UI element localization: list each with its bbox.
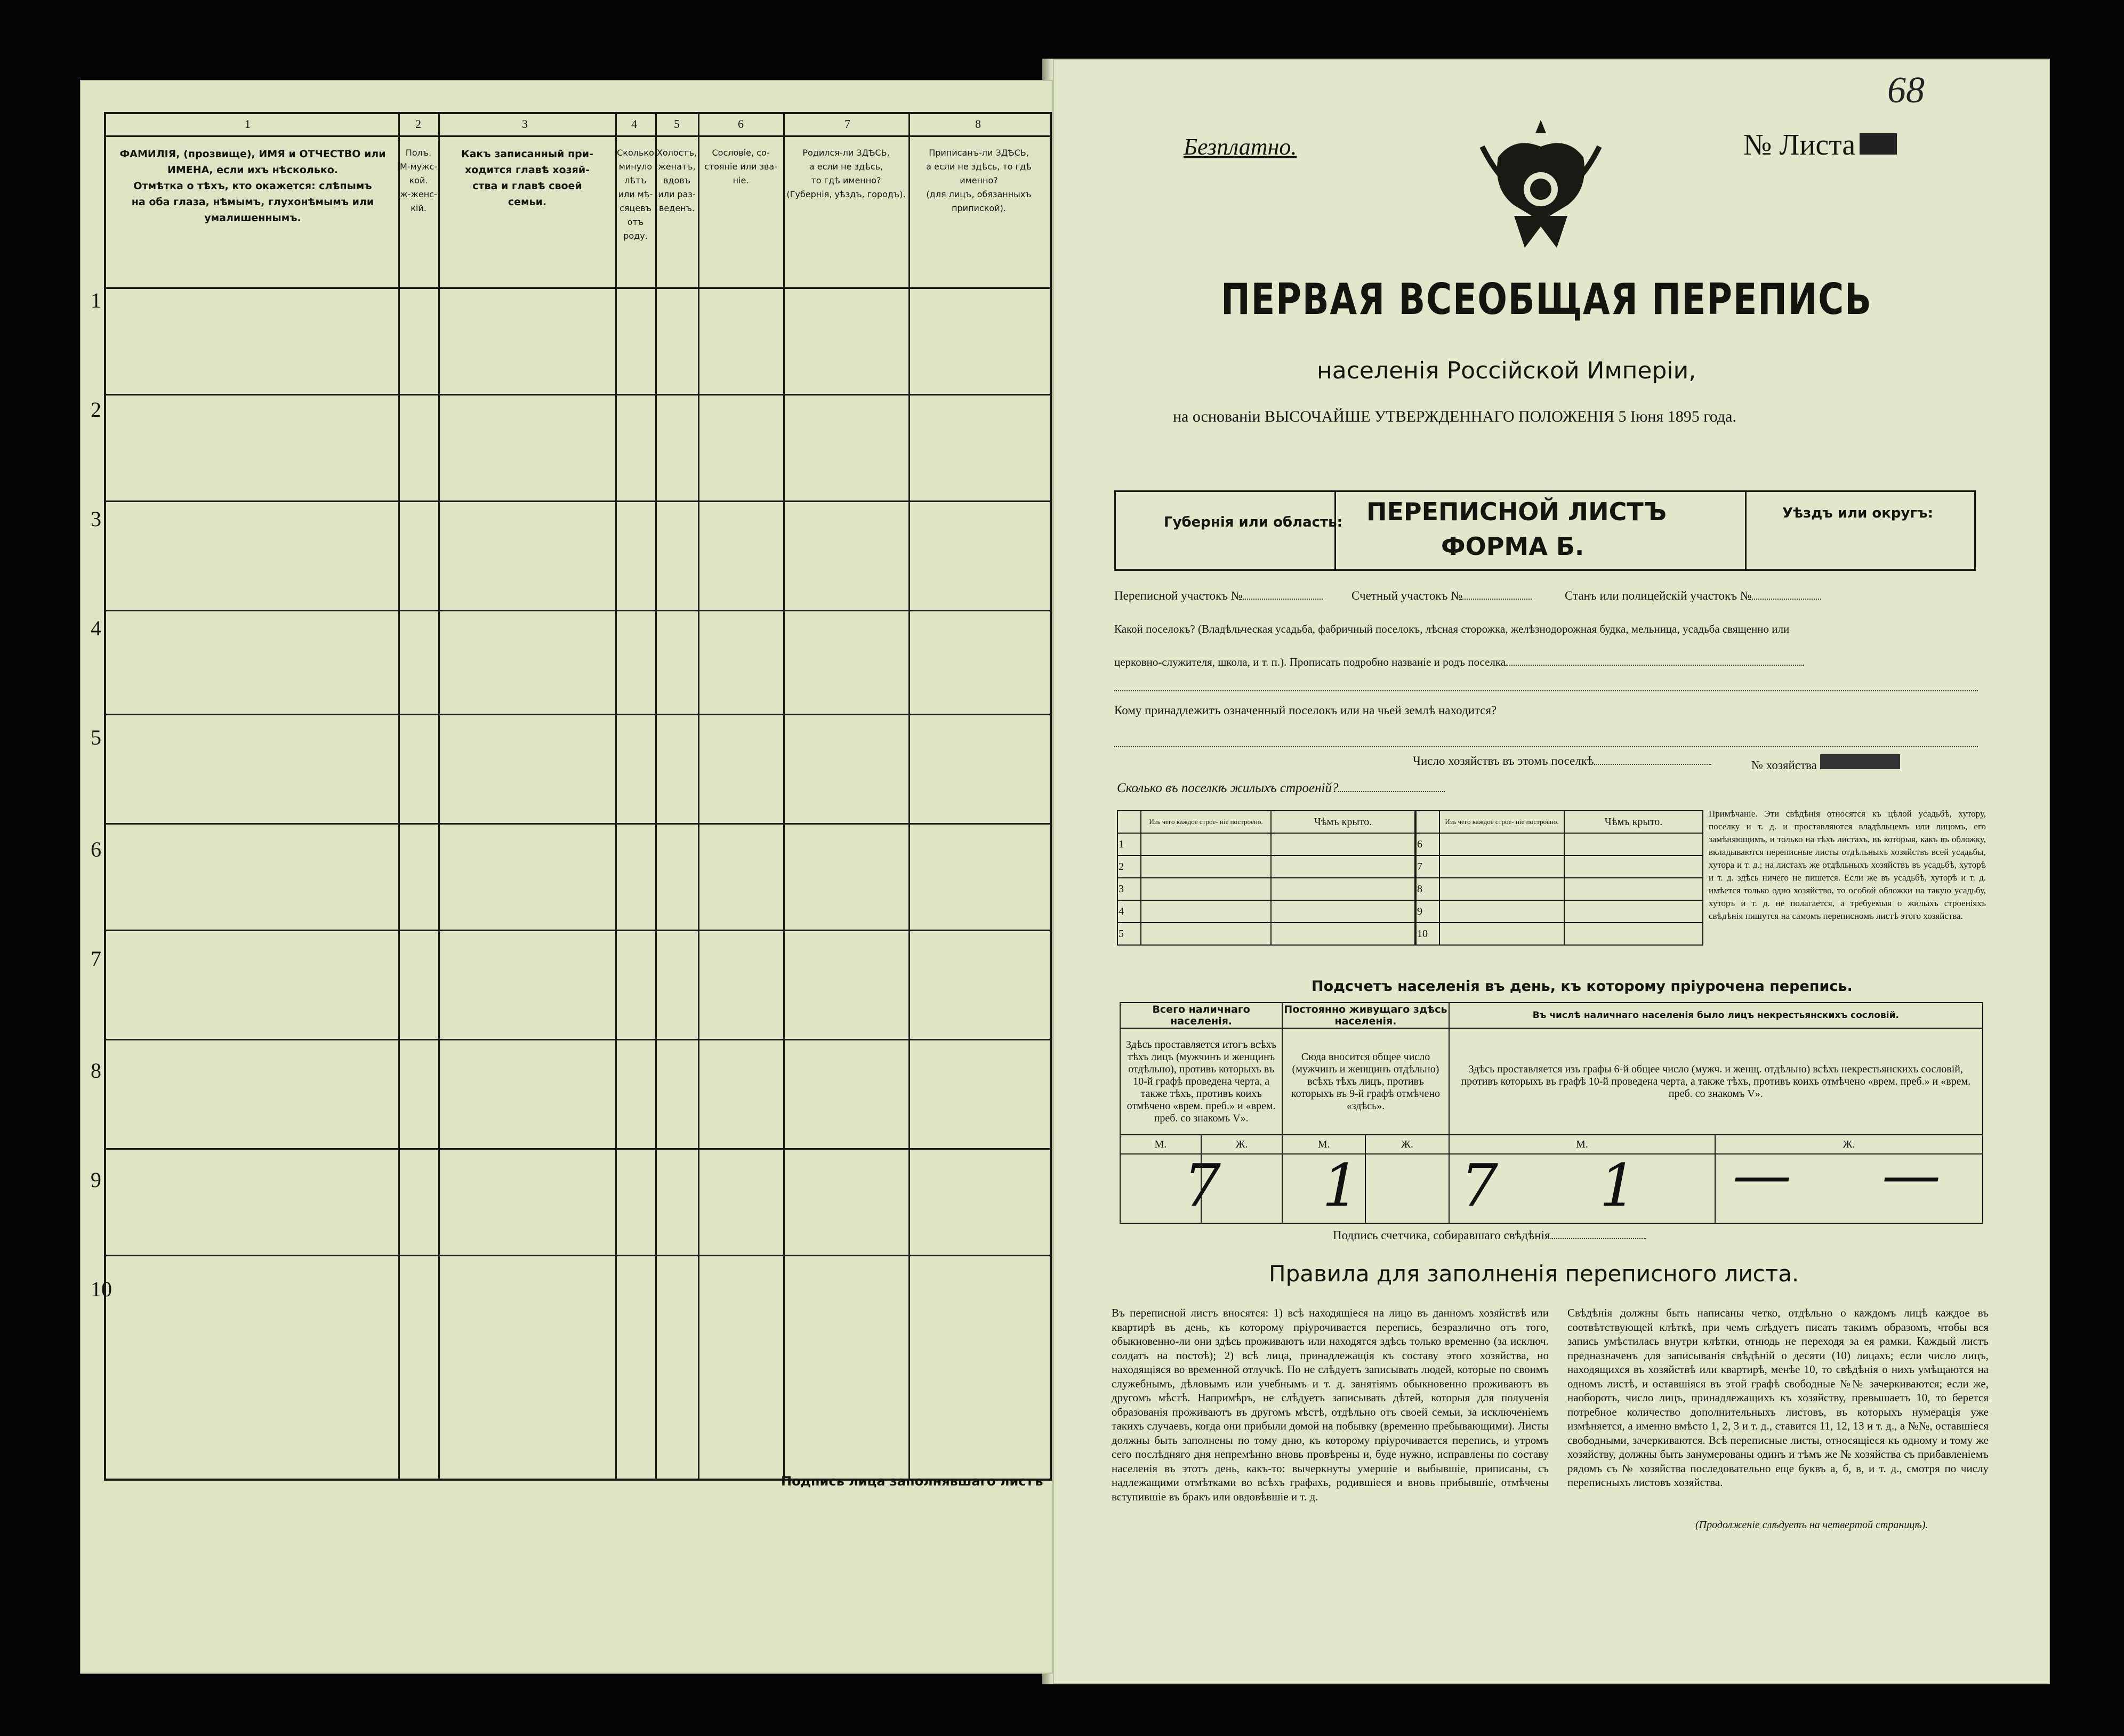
row-number: 7	[91, 947, 101, 971]
col-number-7: 7	[844, 117, 850, 131]
counter-signature-field: Подпись счетчика, собиравшаго свѣдѣнія	[1333, 1229, 1646, 1242]
handwritten-total-male: 7	[1184, 1151, 1221, 1220]
resident-population-header: Постоянно живущаго здѣсь населенія.	[1282, 1003, 1449, 1028]
col7-header: Родился-ли ЗДѢСЬ, а если не здѣсь, то гдѣ именно? (Губернія, уѣздъ, городъ).	[786, 148, 906, 199]
household-table	[104, 112, 1052, 1481]
census-district-field: Переписной участокъ №	[1114, 589, 1323, 603]
police-district-field: Станъ или полицейскій участокъ №	[1565, 589, 1821, 603]
col8-header: Приписанъ-ли ЗДѢСЬ, а если не здѣсь, то гдѣ именно? (для лицъ, обязанныхъ припиской).	[926, 148, 1032, 213]
col4-header: Сколько минуло лѣтъ или мѣ- сяцевъ отъ роду.	[617, 148, 654, 241]
col3-header: Какъ записанный при- ходится главѣ хозяй- ства и главѣ своей семьи.	[461, 148, 593, 208]
non-peasant-header: Въ числѣ наличнаго населенія было лицъ некрестьянскихъ сословій.	[1449, 1003, 1983, 1028]
double-headed-eagle-emblem	[1477, 109, 1605, 269]
owner-field: Кому принадлежитъ означенный поселокъ или на чьей землѣ находится?	[1114, 704, 1497, 717]
handwritten-nonpeasant-female: —	[1882, 1141, 1941, 1209]
page-number: 68	[1887, 70, 1925, 111]
population-count-table: Всего наличнаго населенія. Постоянно живущаго здѣсь населенія. Въ числѣ наличнаго населенія было лицъ некрестьянскихъ сословій. Здѣсь проставляется итогъ всѣхъ тѣхъ лицъ (мужчинъ и женщинъ отдѣльно), противъ которыхъ въ 10-й графѣ проведена черта, а также тѣхъ, противъ коихъ отмѣчено «врем. преб.» и «врем. преб. со знакомъ V». Сюда вносится общее число (мужчинъ и женщинъ отдѣльно) всѣхъ тѣхъ лицъ, противъ которыхъ въ 9-й графѣ отмѣчено «здѣсь». Здѣсь проставляется изъ графы 6-й общее число (мужч. и женщ. отдѣльно) всѣхъ некрестьянскихъ сословій, противъ которыхъ въ графѣ 10-й проведена черта, а также тѣхъ, противъ коихъ отмѣчено «врем. преб.» и «врем. преб. со знакомъ V». М. Ж. М. Ж. М. Ж.	[1120, 1002, 1983, 1224]
row-number: 5	[91, 725, 101, 749]
col2-header: Полъ. М-мужс- кой. ж-женс- кій.	[399, 148, 438, 213]
building-row: 3	[1117, 878, 1141, 900]
count-title: Подсчетъ населенія въ день, къ которому пріурочена перепись.	[1312, 978, 1853, 995]
building-row: 10	[1416, 923, 1439, 945]
census-subtitle: населенія Россійской Имперіи,	[1317, 357, 1696, 384]
col-number-1: 1	[245, 117, 251, 131]
building-row: 9	[1416, 900, 1439, 923]
sheet-number-label: № Листа	[1743, 128, 1897, 162]
continued-note: (Продолженіе слѣдуетъ на четвертой страницѣ).	[1695, 1519, 1928, 1531]
buildings-note: Примѣчаніе. Эти свѣдѣнія относятся къ цѣлой усадьбѣ, хутору, поселку и т. д. и проставляются владѣльцемъ или лицомъ, его замѣняющимъ, и только на тѣхъ листахъ, въ которыя, какъ въ обложку, вкладываются переписные листы отдѣльныхъ хозяйствъ всей усадьбы, хутора и т. д.; на листахъ же отдѣльныхъ хозяйствъ въ усадьбѣ, хуторѣ и т. д. здѣсь ничего не пишется. Если же въ усадьбѣ, хуторѣ и т. д. имѣется только одно хозяйство, то особой обложки на такую усадьбу, хуторъ и т. д. не полагается, а требуемыя о жилыхъ строеніяхъ свѣдѣнія пишутся на самомъ переписномъ листѣ этого хозяйства.	[1709, 809, 1986, 921]
row-number: 1	[91, 288, 101, 312]
rules-left-column: Въ переписной листъ вносятся: 1) всѣ находящіеся на лицо въ данномъ хозяйствѣ или квартирѣ въ день, къ которому пріурочивается перепись, безразлично отъ того, обыкновенно-ли они здѣсь проживаютъ или находятся здѣсь только временно (за исключ. солдатъ на постоѣ); 2) всѣ лица, принадлежащія къ составу этого хозяйства, но находящіяся во временной отлучкѣ. По не слѣдуетъ записывать людей, которые по своимъ служебнымъ, дѣловымъ или учебнымъ и т. д. занятіямъ обыкновенно проживаютъ въ другомъ мѣстѣ. Напримѣръ, не слѣдуетъ записывать дѣтей, которыя для полученія образованія проживаютъ въ другомъ мѣстѣ, отдѣльно отъ своей семьи, за исключеніемъ такихъ случаевъ, когда они прибыли домой на побывку (временно пребывающими). Листы должны быть заполнены по тому дню, къ которому пріурочивается перепись, и утромъ сего послѣдняго дня непремѣнно вновь провѣрены и, буде нужно, исправлены по составу населенія въ этотъ день, какъ-то: вычеркнуты умершіе и выбывшіе, приписаны, съ надлежащими отмѣтками во всѣхъ графахъ, родившіеся и вновь прибывшіе, отмѣчены вступившіе въ бракъ или овдовѣвшіе и т. д.	[1112, 1306, 1549, 1503]
handwritten-resident-female: 1	[1599, 1151, 1637, 1220]
buildings-count-field: Сколько въ поселкѣ жилыхъ строеній?	[1117, 781, 1445, 796]
row-number: 8	[91, 1059, 101, 1083]
households-count-field: Число хозяйствъ въ этомъ поселкѣ	[1413, 754, 1711, 768]
col1-header: ФАМИЛІЯ, (прозвище), ИМЯ и ОТЧЕСТВО или ИМЕНА, если ихъ нѣсколько. Отмѣтка о тѣхъ, кто окажется: слѣпымъ на оба глаза, нѣмымъ, глухонѣмымъ или умалишеннымъ.	[119, 148, 386, 224]
building-row: 8	[1416, 878, 1439, 900]
building-row: 1	[1117, 833, 1141, 855]
handwritten-nonpeasant-male: —	[1733, 1141, 1791, 1209]
gubernia-label: Губернія или область:	[1164, 514, 1342, 530]
col5-header: Холостъ, женатъ, вдовъ или раз- веденъ.	[656, 148, 697, 213]
settlement-field: Какой поселокъ? (Владѣльческая усадьба, фабричный поселокъ, лѣсная сторожка, желѣзнодорожная будка, мельница, усадьба священно или	[1114, 623, 1790, 635]
building-row: 2	[1117, 855, 1141, 878]
col-number-4: 4	[631, 117, 637, 131]
col-number-3: 3	[522, 117, 528, 131]
filler-signature-label: Подпись лица заполнявшаго листъ	[781, 1474, 1043, 1489]
col-number-6: 6	[738, 117, 744, 131]
row-number: 6	[91, 837, 101, 861]
household-number-field: № хозяйства	[1751, 754, 1900, 772]
col-number-5: 5	[674, 117, 680, 131]
rules-title: Правила для заполненія переписного листа.	[1269, 1261, 1799, 1287]
census-decree: на основаніи ВЫСОЧАЙШЕ УТВЕРЖДЕННАГО ПОЛОЖЕНІЯ 5 Іюня 1895 года.	[1173, 408, 1736, 425]
form-header-box	[1114, 490, 1976, 571]
form-subtitle: ФОРМА Б.	[1441, 532, 1584, 561]
buildings-table-b: Изъ чего каждое строе- ніе построено. Чѣмъ крыто. 6 7 8 9 10	[1415, 810, 1703, 946]
total-population-header: Всего наличнаго населенія.	[1120, 1003, 1282, 1028]
free-label: Безплатно.	[1184, 134, 1297, 160]
buildings-table-a: Изъ чего каждое строе- ніе построено. Чѣмъ крыто. 1 2 3 4 5	[1117, 810, 1415, 946]
row-number: 2	[91, 398, 101, 422]
building-row: 4	[1117, 900, 1141, 923]
building-row: 5	[1117, 923, 1141, 945]
form-title: ПЕРЕПИСНОЙ ЛИСТЪ	[1366, 497, 1667, 526]
building-row: 6	[1416, 833, 1439, 855]
counting-district-field: Счетный участокъ №	[1351, 589, 1532, 603]
rules-right-column: Свѣдѣнія должны быть написаны четко, отдѣльно о каждомъ лицѣ каждое въ соотвѣтствующей клѣткѣ, при чемъ слѣдуетъ писать такимъ образомъ, чтобы вся запись умѣстилась внутри клѣтки, отнюдь не переходя за ея рамки. Каждый листъ предназначенъ для записыванія свѣдѣній о десяти (10) лицахъ; если число лицъ, находящихся въ хозяйствѣ или квартирѣ, менѣе 10, то свѣдѣнія о нихъ умѣщаются на одномъ листѣ, и оставшіяся въ этой графѣ свободные №№ зачеркиваются; если же, наоборотъ, число лицъ, принадлежащихъ къ хозяйству, превышаетъ 10, то берется потребное количество дополнительныхъ листовъ, въ которыхъ нумерація уже измѣняется, а именно вмѣсто 1, 2, 3 и т. д., ставится 11, 12, 13 и т. д., а №№, оставшіеся свободными, зачеркиваются. Всѣ переписные листы, относящіеся къ одному и тому же хозяйству, должны быть занумерованы одинъ и тѣмъ же № хозяйства съ прибавленіемъ рядомъ съ № хозяйства последовательно еще буквъ а, б, в, и т. д., смотря по числу переписныхъ листовъ хозяйства.	[1567, 1306, 1989, 1489]
handwritten-total-female: 1	[1322, 1151, 1359, 1220]
row-number: 10	[91, 1277, 112, 1301]
uezd-label: Уѣздъ или округъ:	[1782, 505, 1933, 521]
building-row: 7	[1416, 855, 1439, 878]
census-title: ПЕРВАЯ ВСЕОБЩАЯ ПЕРЕПИСЬ	[1221, 274, 1872, 324]
col6-header: Сословіе, со- стояніе или зва- ніе.	[704, 148, 777, 185]
settlement-field-cont: церковно-служителя, школа, и т. п.). Прописать подробно названіе и родъ поселка	[1114, 656, 1804, 669]
row-number: 3	[91, 507, 101, 531]
row-number: 9	[91, 1168, 101, 1192]
col-number-2: 2	[415, 117, 421, 131]
col-number-8: 8	[975, 117, 981, 131]
handwritten-resident-male: 7	[1461, 1151, 1498, 1220]
row-number: 4	[91, 616, 101, 640]
